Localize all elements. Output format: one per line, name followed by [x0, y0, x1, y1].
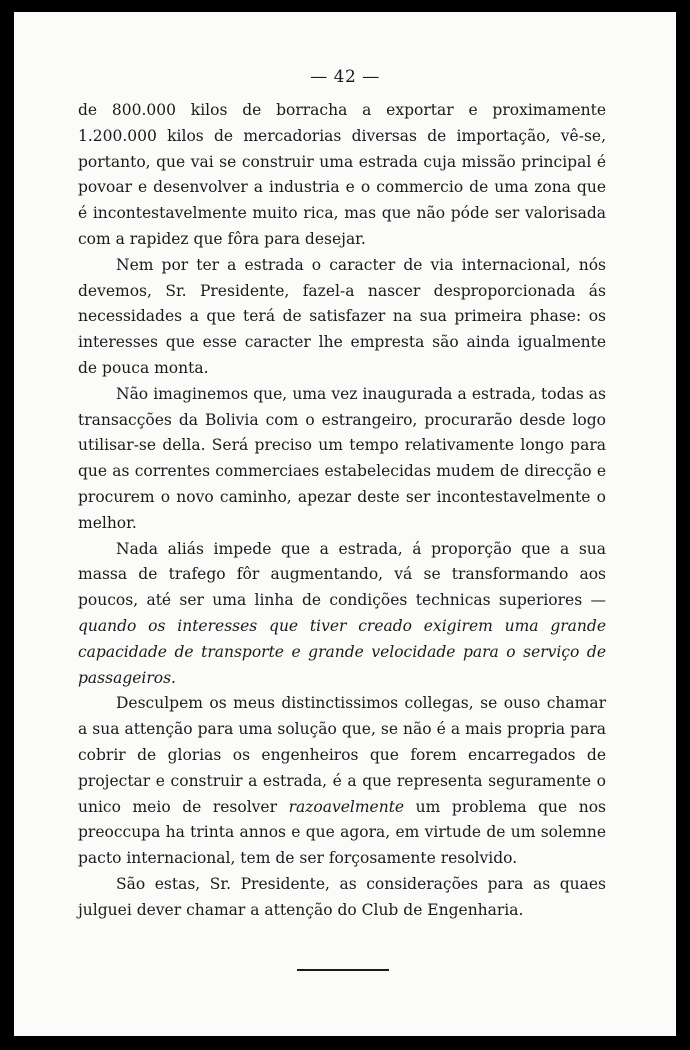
text-body	[78, 98, 606, 924]
paragraph-1	[78, 98, 606, 253]
paragraph-4	[78, 537, 606, 692]
paragraph-3-text: Não imaginemos que, uma vez inaugurada a estrada, todas as transacções da Bolivia com o estrangeiro, procurarão desde logo utilisar-se della. Será preciso um tempo relativamente longo para que as correntes commerciaes estabelecidas mudem de direcção e procurem o novo caminho, apezar deste ser incontestavelmente o melhor.	[78, 384, 606, 532]
paragraph-5-text: Desculpem os meus distinctissimos collegas, se ouso chamar a sua attenção para uma solução que, se não é a mais propria para cobrir de glorias os engenheiros que forem encarregados de projectar e construir a estrada, é a que representa seguramente o unico meio de resolver	[78, 694, 606, 816]
page-number: — 42 —	[310, 67, 380, 87]
book-page	[14, 12, 676, 1036]
end-rule	[297, 969, 389, 971]
paragraph-6-text: São estas, Sr. Presidente, as considerações para as quaes julguei dever chamar a attenção do Club de Engenharia.	[78, 874, 606, 919]
paragraph-6	[78, 872, 606, 924]
paragraph-4-text: Nada aliás impede que a estrada, á proporção que a sua massa de trafego fôr augmentando, vá se transformando aos poucos, até ser uma linha de condições technicas superiores —	[78, 539, 606, 610]
paragraph-4-italic: quando os interesses que tiver creado exigirem uma grande capacidade de transporte e grande velocidade para o serviço de passageiros.	[78, 616, 606, 687]
paragraph-2	[78, 253, 606, 382]
paragraph-5-italic: razoavelmente	[288, 797, 405, 816]
paragraph-2-text: Nem por ter a estrada o caracter de via internacional, nós devemos, Sr. Presidente, fazel-a nascer desproporcionada ás necessidades a que terá de satisfazer na sua primeira phase: os interesses que esse caracter lhe empresta são ainda igualmente de pouca monta.	[78, 255, 606, 377]
paragraph-5-text-after: um problema que nos preoccupa ha trinta annos e que agora, em virtude de um solemne pacto internacional, tem de ser forçosamente resolvido.	[78, 797, 607, 868]
paragraph-3	[78, 382, 606, 537]
paragraph-1-text: de 800.000 kilos de borracha a exportar e proximamente 1.200.000 kilos de mercadorias diversas de importação, vê-se, portanto, que vai se construir uma estrada cuja missão principal é povoar e desenvolver a industria e o commercio de uma zona que é incontestavelmente muito rica, mas que não póde ser valorisada com a rapidez que fôra para desejar.	[78, 101, 606, 248]
paragraph-5	[78, 691, 606, 872]
